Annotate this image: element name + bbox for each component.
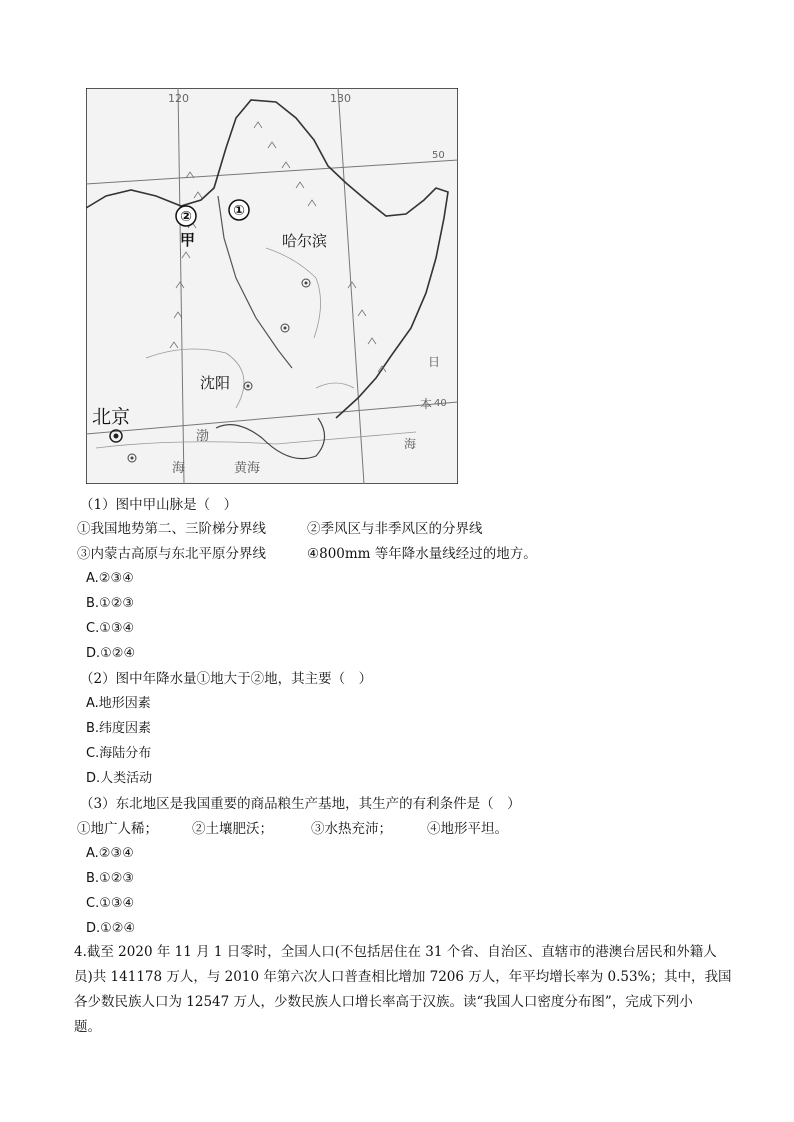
q2-option-b[interactable]: B.纬度因素 <box>86 721 152 736</box>
marker-2: ② <box>180 209 192 225</box>
q4-line-1: 4.截至 2020 年 11 月 1 日零时，全国人口(不包括居住在 31 个省、自治区、直辖市的港澳台居民和外籍人 <box>74 944 717 960</box>
q4-line-4: 题。 <box>74 1019 101 1035</box>
q1-statement-2: ②季风区与非季风区的分界线 <box>307 521 483 537</box>
sea-japan-3: 海 <box>404 437 417 451</box>
q2-stem: （2）图中年降水量①地大于②地，其主要（ ） <box>80 671 373 687</box>
sea-japan-1: 日 <box>428 355 441 369</box>
q2-option-c[interactable]: C.海陆分布 <box>86 746 152 761</box>
q1-statement-4: ④800mm 等年降水量线经过的地方。 <box>307 546 537 562</box>
q1-stem: （1）图中甲山脉是（ ） <box>80 497 238 513</box>
q2-option-d[interactable]: D.人类活动 <box>86 771 153 786</box>
q1-statement-1: ①我国地势第二、三阶梯分界线 <box>77 521 266 537</box>
q4-line-2: 员)共 141178 万人，与 2010 年第六次人口普查相比增加 7206 万人，年平均增长率为 0.53%；其中，我国 <box>74 969 732 985</box>
q3-statement-1: ①地广人稀； <box>77 821 158 837</box>
sea-bohai-1: 渤 <box>196 429 210 444</box>
sea-bohai-2: 海 <box>172 461 186 476</box>
q3-option-b[interactable]: B.①②③ <box>86 871 135 886</box>
harbin-label: 哈尔滨 <box>282 232 328 250</box>
q4-paragraph <box>74 940 732 1040</box>
lat-40-label: 40 <box>434 398 447 409</box>
q3-stem: （3）东北地区是我国重要的商品粮生产基地，其生产的有利条件是（ ） <box>80 796 521 812</box>
lon-130-label: 130 <box>330 92 351 105</box>
q1-option-b[interactable]: B.①②③ <box>86 596 135 611</box>
q2-option-a[interactable]: A.地形因素 <box>86 696 151 711</box>
q3-option-d[interactable]: D.①②④ <box>86 921 136 936</box>
lat-50-label: 50 <box>432 150 445 161</box>
q3-option-a[interactable]: A.②③④ <box>86 846 134 861</box>
q4-line-3: 各少数民族人口为 12547 万人，少数民族人口增长率高于汉族。读“我国人口密度分布图”，完成下列小 <box>74 994 693 1010</box>
q1-option-a[interactable]: A.②③④ <box>86 571 134 586</box>
q3-option-c[interactable]: C.①③④ <box>86 896 135 911</box>
marker-1: ① <box>233 203 245 219</box>
sea-japan-2: 本 <box>420 397 433 411</box>
beijing-label: 北京 <box>92 406 131 428</box>
q3-statement-4: ④地形平坦。 <box>427 821 508 837</box>
northeast-china-map <box>86 88 458 484</box>
q1-option-c[interactable]: C.①③④ <box>86 621 135 636</box>
mountain-jia-label: 甲 <box>180 231 196 249</box>
q1-option-d[interactable]: D.①②④ <box>86 646 136 661</box>
q3-statement-3: ③水热充沛； <box>311 821 392 837</box>
q1-statement-3: ③内蒙古高原与东北平原分界线 <box>77 546 266 562</box>
sea-yellow: 黄海 <box>234 461 261 476</box>
q3-statement-2: ②土壤肥沃； <box>192 821 273 837</box>
lon-120-label: 120 <box>168 92 189 105</box>
shenyang-label: 沈阳 <box>200 374 231 392</box>
